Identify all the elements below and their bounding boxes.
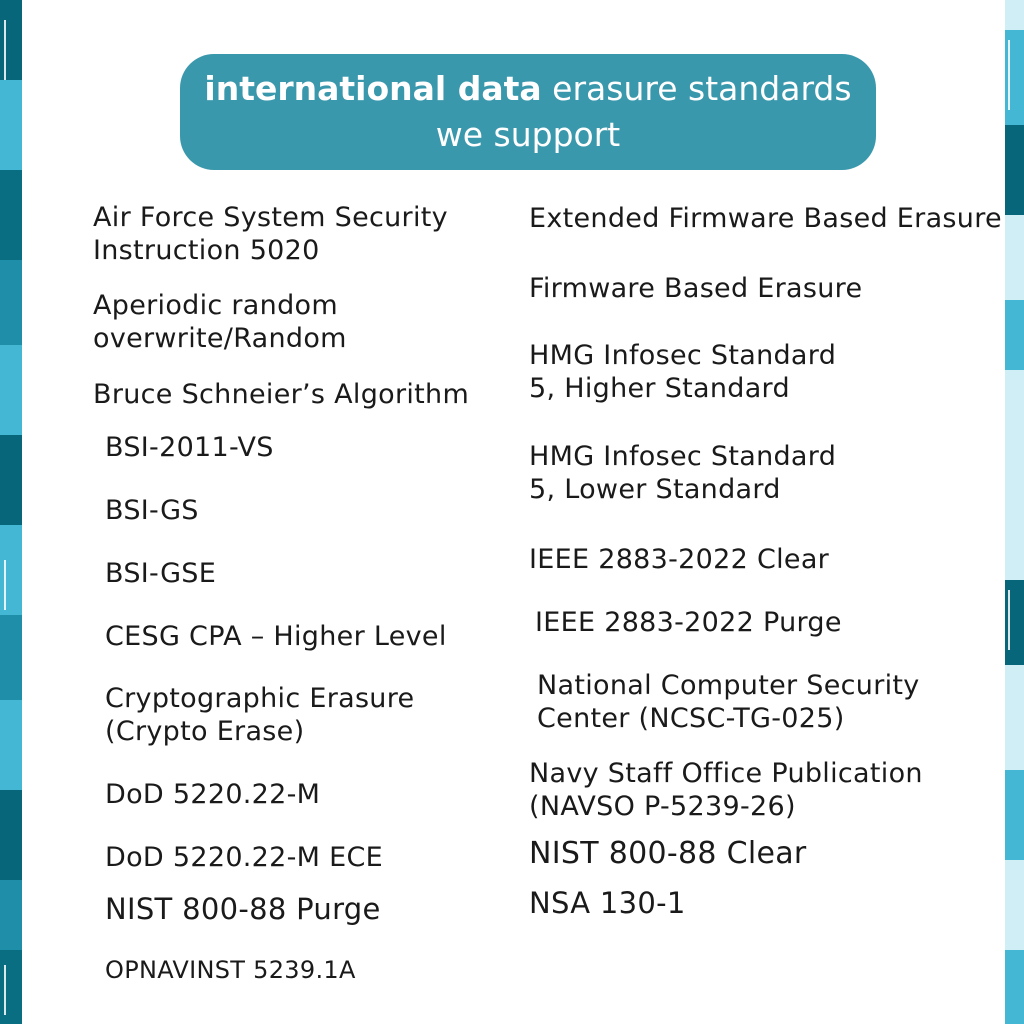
standard-item: Extended Firmware Based Erasure	[529, 203, 1002, 234]
standard-item: Navy Staff Office Publication (NAVSO P-5239-26)	[529, 758, 923, 822]
standard-item: DoD 5220.22-M ECE	[105, 842, 384, 873]
standard-item: Air Force System Security Instruction 5020	[93, 202, 448, 266]
title-line-1	[204, 66, 851, 112]
title-line-2: we support	[435, 115, 621, 154]
standard-item: NIST 800-88 Clear	[529, 836, 807, 871]
standard-item: NSA 130-1	[529, 886, 686, 920]
standard-item: BSI-GS	[105, 495, 199, 526]
standard-item: OPNAVINST 5239.1A	[105, 956, 356, 984]
standard-item: DoD 5220.22-M	[105, 779, 321, 810]
standard-item: IEEE 2883-2022 Clear	[529, 544, 830, 575]
standard-item: Aperiodic random overwrite/Random	[93, 290, 347, 354]
standard-item: Cryptographic Erasure (Crypto Erase)	[105, 683, 415, 747]
standard-item: Bruce Schneier’s Algorithm	[93, 379, 470, 410]
standard-item: HMG Infosec Standard 5, Lower Standard	[529, 441, 837, 505]
right-decorative-stripe	[1005, 0, 1024, 1024]
standard-item: CESG CPA – Higher Level	[105, 621, 447, 652]
standard-item: BSI-GSE	[105, 558, 217, 589]
title-bold-text: international data	[204, 69, 542, 108]
standard-item: IEEE 2883-2022 Purge	[535, 607, 842, 638]
standard-item: National Computer Security Center (NCSC-TG-025)	[537, 670, 920, 734]
standard-item: HMG Infosec Standard 5, Higher Standard	[529, 340, 837, 404]
standard-item: NIST 800-88 Purge	[105, 892, 381, 926]
title-regular-text: erasure standards	[552, 69, 852, 108]
title-banner	[180, 54, 876, 170]
standard-item: Firmware Based Erasure	[529, 273, 863, 304]
left-decorative-stripe	[0, 0, 22, 1024]
standard-item: BSI-2011-VS	[105, 432, 274, 463]
